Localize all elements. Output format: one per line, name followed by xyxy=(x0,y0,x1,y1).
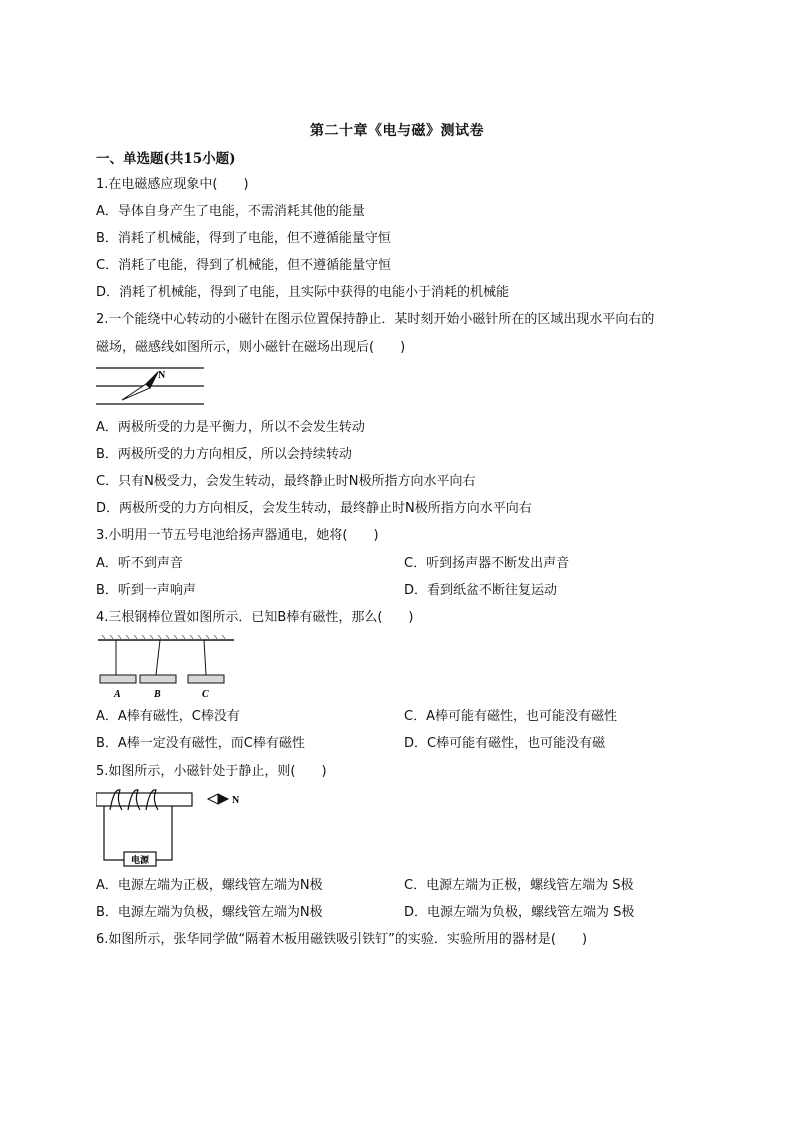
question-3-option-c: C．听到扬声器不断发出声音 xyxy=(404,556,570,571)
question-5-stem: 5.如图所示，小磁针处于静止，则( ) xyxy=(96,764,327,779)
question-5-option-b: B．电源左端为负极，螺线管左端为N极 xyxy=(96,905,323,920)
left-wire xyxy=(104,806,126,860)
rod-c-label: C xyxy=(202,689,209,700)
question-2-option-a: A．两极所受的力是平衡力，所以不会发生转动 xyxy=(96,420,365,435)
question-4-option-c: C．A棒可能有磁性，也可能没有磁性 xyxy=(404,709,617,724)
question-5-option-a: A．电源左端为正极，螺线管左端为N极 xyxy=(96,878,323,893)
rod-c-string xyxy=(204,640,206,675)
rod-c xyxy=(188,675,224,683)
question-3-stem: 3.小明用一节五号电池给扬声器通电，她将( ) xyxy=(96,528,379,543)
question-2-option-d: D．两极所受的力方向相反，会发生转动，最终静止时N极所指方向水平向右 xyxy=(96,501,532,516)
rod-a-label: A xyxy=(114,689,121,700)
solenoid-core xyxy=(96,793,192,806)
question-5-option-d: D．电源左端为负极，螺线管左端为 S极 xyxy=(404,905,635,920)
question-3-option-b: B．听到一声响声 xyxy=(96,583,196,598)
question-1-option-a: A．导体自身产生了电能，不需消耗其他的能量 xyxy=(96,204,365,219)
question-4-stem: 4.三根钢棒位置如图所示．已知B棒有磁性，那么( ) xyxy=(96,610,414,625)
question-2-option-c: C．只有N极受力，会发生转动，最终静止时N极所指方向水平向右 xyxy=(96,474,476,489)
question-2-stem-line2: 磁场，磁感线如图所示，则小磁针在磁场出现后( ) xyxy=(96,340,406,355)
magnetic-field-figure xyxy=(96,364,208,410)
question-1-option-c: C．消耗了电能，得到了机械能，但不遵循能量守恒 xyxy=(96,258,392,273)
question-2-option-b: B．两极所受的力方向相反，所以会持续转动 xyxy=(96,447,352,462)
right-wire xyxy=(154,806,172,860)
question-4-option-a: A．A棒有磁性，C棒没有 xyxy=(96,709,240,724)
rod-b xyxy=(140,675,176,683)
question-4-option-b: B．A棒一定没有磁性，而C棒有磁性 xyxy=(96,736,305,751)
question-6-stem: 6.如图所示，张华同学做“隔着木板用磁铁吸引铁钉”的实验．实验所用的器材是( ) xyxy=(96,932,588,947)
question-1-option-d: D．消耗了机械能，得到了电能，且实际中获得的电能小于消耗的机械能 xyxy=(96,285,510,300)
question-3-option-a: A．听不到声音 xyxy=(96,556,183,571)
question-5-option-c: C．电源左端为正极，螺线管左端为 S极 xyxy=(404,878,634,893)
question-1-stem: 1.在电磁感应现象中( ) xyxy=(96,177,249,192)
small-compass-needle-icon xyxy=(208,794,228,804)
rod-b-label: B xyxy=(154,689,161,700)
question-3-option-d: D．看到纸盆不断往复运动 xyxy=(404,583,558,598)
question-4-option-d: D．C棒可能有磁性，也可能没有磁 xyxy=(404,736,606,751)
rod-b-string xyxy=(156,640,160,675)
rod-a xyxy=(100,675,136,683)
needle-label: N xyxy=(232,795,240,806)
steel-rods-figure xyxy=(96,635,236,701)
question-2-stem-line1: 2.一个能绕中心转动的小磁针在图示位置保持静止．某时刻开始小磁针所在的区域出现水平向右的 xyxy=(96,312,655,327)
solenoid-circuit-figure xyxy=(96,788,256,870)
section-heading: 一、单选题(共15小题) xyxy=(96,151,236,167)
needle-north-label: N xyxy=(158,370,166,381)
page-title: 第二十章《电与磁》测试卷 xyxy=(310,123,484,139)
power-source-label: 电源 xyxy=(130,856,150,866)
question-1-option-b: B．消耗了机械能，得到了电能，但不遵循能量守恒 xyxy=(96,231,391,246)
